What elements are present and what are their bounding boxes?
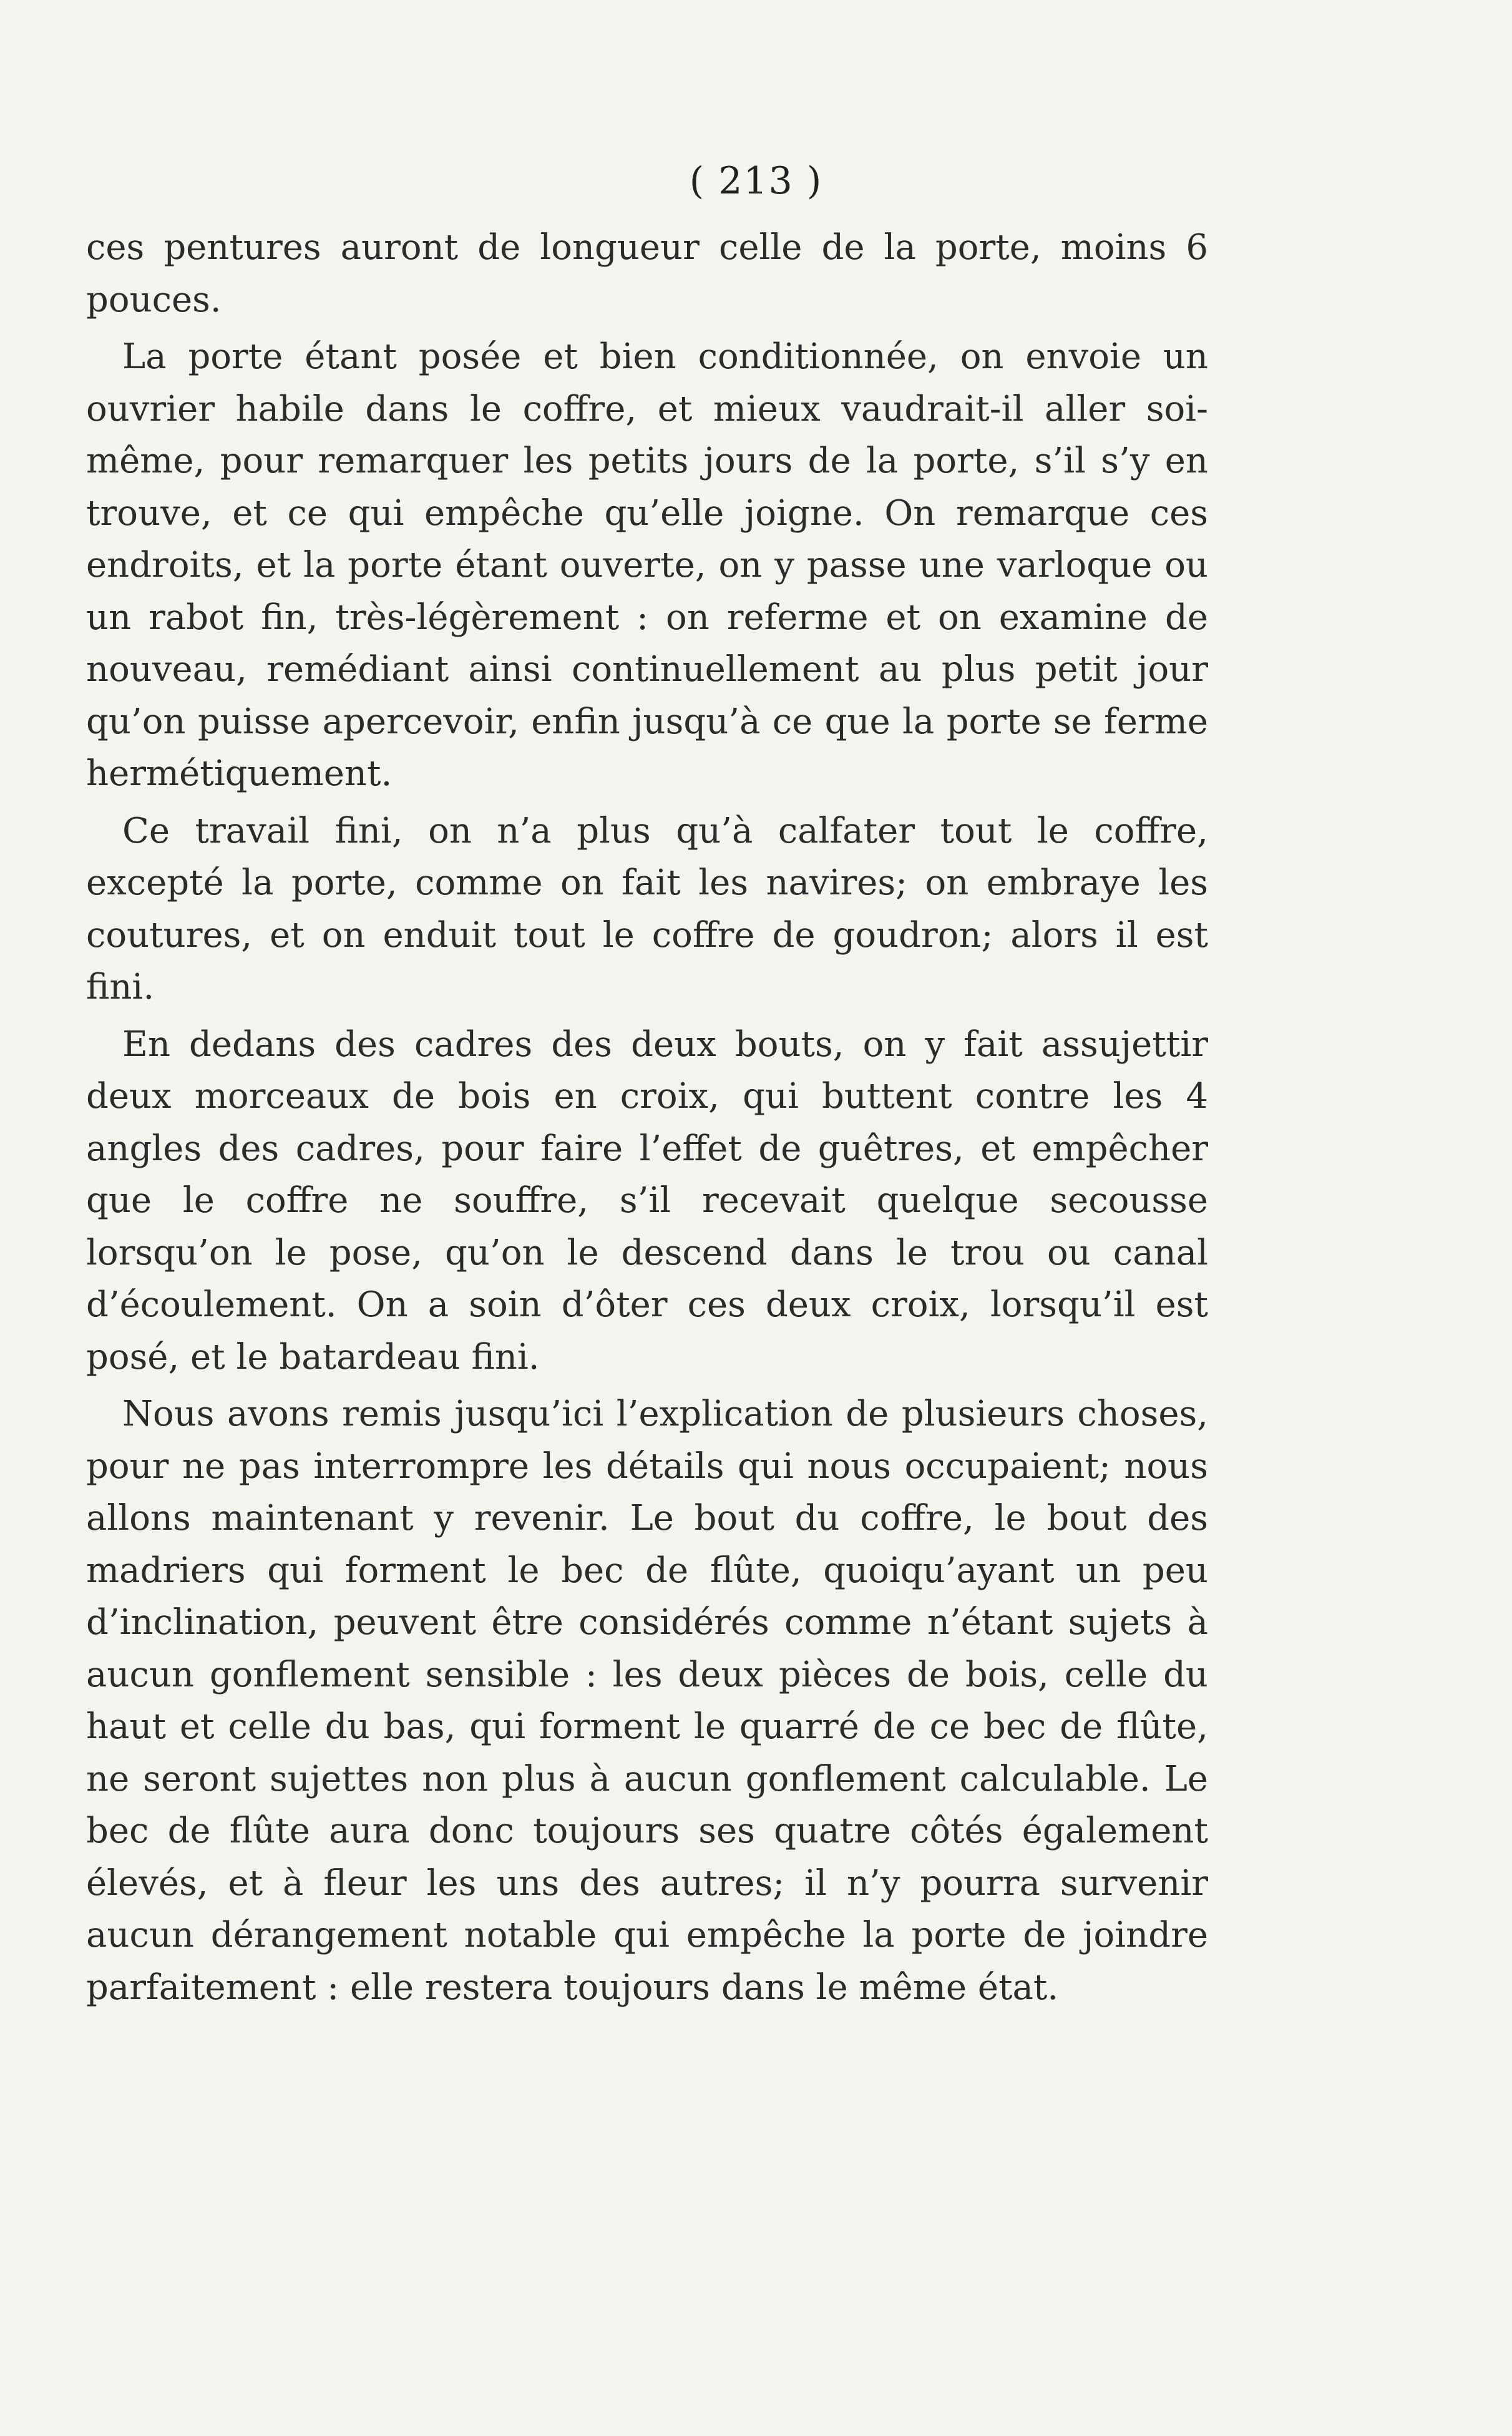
- page-number: ( 213 ): [689, 159, 823, 203]
- paragraph: Ce travail fini, on n’a plus qu’à calfater tout le coffre, excepté la porte, comme on fait les navires; on embraye les coutures, et on enduit tout le coffre de goudron; alors il est fini.: [86, 810, 1208, 1007]
- paragraph: Nous avons remis jusqu’ici l’explication de plusieurs choses, pour ne pas interrompre les détails qui nous occupaient; nous allons maintenant y revenir. Le bout du coffre, le bout des madriers qui forment le bec de flûte, quoiqu’ayant un peu d’inclination, peuvent être considérés comme n’étant sujets à aucun gonflement sensible : les deux pièces de bois, celle du haut et celle du bas, qui forment le quarré de ce bec de flûte, ne seront sujettes non plus à aucun gonflement calculable. Le bec de flûte aura donc toujours ses quatre côtés également élevés, et à fleur les uns des autres; il n’y pourra survenir aucun dérangement notable qui empêche la porte de joindre parfaitement : elle restera toujours dans le même état.: [86, 1394, 1208, 2008]
- body-text: [86, 222, 1208, 2013]
- paragraph: En dedans des cadres des deux bouts, on y fait assujettir deux morceaux de bois en croix, qui buttent contre les 4 angles des cadres, pour faire l’effet de guêtres, et empêcher que le coffre ne souffre, s’il recevait quelque secousse lorsqu’on le pose, qu’on le descend dans le trou ou canal d’écoulement. On a soin d’ôter ces deux croix, lorsqu’il est posé, et le batardeau fini.: [86, 1024, 1208, 1377]
- paragraph-continuation: ces pentures auront de longueur celle de la porte, moins 6 pouces.: [86, 227, 1208, 320]
- paragraph: La porte étant posée et bien conditionnée, on envoie un ouvrier habile dans le coffre, et mieux vaudrait-il aller soi-même, pour remarquer les petits jours de la porte, s’il s’y en trouve, et ce qui empêche qu’elle joigne. On remarque ces endroits, et la porte étant ouverte, on y passe une varloque ou un rabot fin, très-légèrement : on referme et on examine de nouveau, remédiant ainsi continuellement au plus petit jour qu’on puisse apercevoir, enfin jusqu’à ce que la porte se ferme hermétiquement.: [86, 336, 1208, 794]
